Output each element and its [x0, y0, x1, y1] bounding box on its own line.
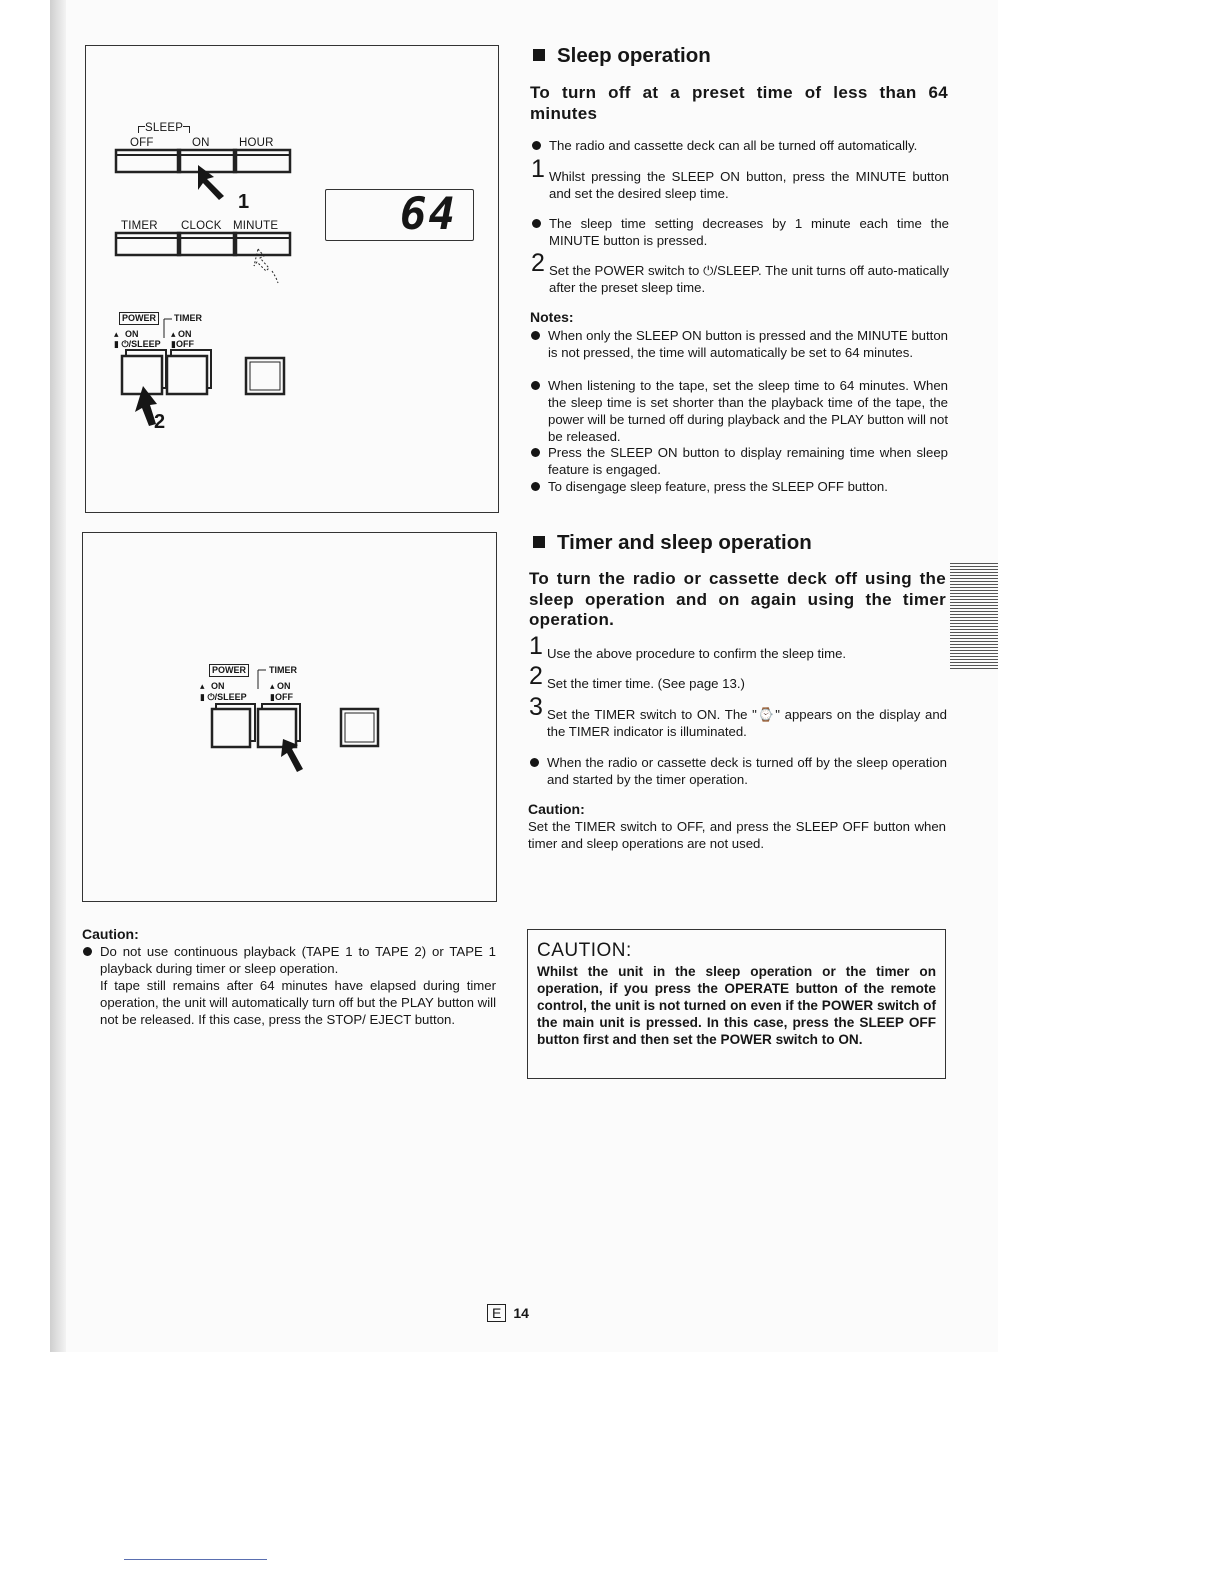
power-label: POWER — [119, 312, 159, 325]
step-number: 1 — [529, 632, 543, 660]
switch-drawing-2 — [83, 533, 496, 901]
left-caution-label: Caution: — [82, 926, 139, 942]
timer-on-label-2: ▴ ON — [270, 681, 291, 691]
power-label-2: POWER — [209, 664, 249, 677]
timer-on-label: ▴ ON — [171, 329, 192, 339]
note-item: Press the SLEEP ON button to display remaining time when sleep feature is engaged. — [530, 444, 948, 478]
step1-marker: 1 — [238, 191, 250, 213]
left-caution-continuation: If tape still remains after 64 minutes have elapsed during timer operation, the unit will automatically turn off but the PLAY button will not be released. If this case, press the STOP/ EJECT button. — [100, 978, 496, 1027]
bullet-icon — [530, 758, 539, 767]
note-item: When only the SLEEP ON button is pressed and the MINUTE button is not pressed, the time will automatically be set to 64 minutes. — [530, 327, 948, 361]
hour-label: HOUR — [239, 137, 274, 149]
timer-sleep-illustration — [82, 532, 497, 902]
bullet-icon — [531, 331, 540, 340]
power-sleep-label: ▮ ⏻/SLEEP — [114, 339, 161, 349]
timer-step-3: 3 Set the TIMER switch to ON. The "⌚" appears on the display and the TIMER indicator is illuminated. — [529, 693, 947, 739]
sleep-step-2: 2 Set the POWER switch to ⏻/SLEEP. The unit turns off auto-matically after the preset sleep time. — [531, 249, 949, 295]
language-marker: E — [487, 1304, 506, 1322]
sleep-step-1-bullet: The sleep time setting decreases by 1 minute each time the MINUTE button is pressed. — [531, 215, 949, 249]
timer-switch-label: TIMER — [174, 313, 202, 323]
page-number-value: 14 — [513, 1305, 529, 1321]
minute-label: MINUTE — [233, 220, 279, 232]
bullet-icon — [83, 947, 92, 956]
step-number: 2 — [531, 249, 545, 277]
sleep-operation-heading: Sleep operation — [533, 44, 711, 68]
button-row-drawing — [86, 46, 498, 512]
heading-square-icon — [533, 49, 545, 61]
sleep-intro-bullet: The radio and cassette deck can all be turned off automatically. — [531, 137, 949, 154]
sleep-time-display — [325, 189, 474, 241]
page-number — [487, 1305, 529, 1321]
timer-switch-label-2: TIMER — [269, 665, 297, 675]
power-on-label-2: ▴ ON — [200, 681, 225, 691]
step2-marker: 2 — [154, 411, 166, 433]
bullet-icon — [531, 381, 540, 390]
step-number: 3 — [529, 693, 543, 721]
step-number: 2 — [529, 662, 543, 690]
sleep-step-1: 1 Whilst pressing the SLEEP ON button, press the MINUTE button and set the desired sleep time. — [531, 155, 949, 201]
clock-button-row — [116, 233, 290, 255]
timer-bracket-2 — [258, 670, 266, 689]
display-digits: 64 — [400, 189, 457, 240]
timer-sleep-subheading: To turn the radio or cassette deck off using the sleep operation and on again using the timer operation. — [529, 569, 946, 629]
timer-switch-arrow-icon — [281, 739, 303, 772]
power-timer-switches — [122, 350, 284, 394]
power-on-label: ▴ ON — [114, 329, 139, 339]
note-item: To disengage sleep feature, press the SLEEP OFF button. — [530, 478, 948, 495]
step-number: 1 — [531, 155, 545, 183]
note-item: When listening to the tape, set the sleep time to 64 minutes. When the sleep time is set shorter than the playback time of the tape, the power will be turned off during playback and the PLAY button will not be released. — [530, 377, 948, 445]
timer-label: TIMER — [121, 220, 158, 232]
sleep-operation-subheading: To turn off at a preset time of less than 64 minutes — [530, 83, 948, 123]
bullet-icon — [532, 219, 541, 228]
step1-arrow-icon — [198, 165, 224, 200]
power-timer-switches-2 — [212, 704, 378, 747]
bullet-icon — [531, 482, 540, 491]
timer-bullet: When the radio or cassette deck is turned off by the sleep operation and started by the timer operation. — [529, 754, 947, 788]
sleep-button-row — [116, 150, 290, 172]
timer-sleep-heading: Timer and sleep operation — [533, 531, 812, 555]
power-sleep-label-2: ▮ ⏻/SLEEP — [200, 692, 247, 702]
clock-label: CLOCK — [181, 220, 222, 232]
timer-off-label: ▮OFF — [171, 339, 194, 349]
timer-step-2: 2 Set the timer time. (See page 13.) — [529, 662, 745, 691]
bullet-icon — [531, 448, 540, 457]
footer-rule — [124, 1559, 267, 1560]
sleep-on-label: ON — [192, 137, 210, 149]
remote-caution-box — [527, 929, 946, 1079]
caution-box-text: Whilst the unit in the sleep operation or the timer on operation, if you press the OPERATE button of the remote control, the unit is not turned on even if the POWER switch of the main unit is pressed. In this case, press the SLEEP OFF button first and then set the POWER switch to ON. — [537, 964, 936, 1047]
section-tab-marker — [950, 563, 998, 669]
heading-square-icon — [533, 536, 545, 548]
timer-off-label-2: ▮OFF — [270, 692, 293, 702]
notes-label: Notes: — [530, 309, 574, 325]
page-binding-edge — [50, 0, 66, 1352]
bullet-icon — [532, 141, 541, 150]
timer-caution-label: Caution: — [528, 801, 585, 817]
sleep-bracket-label: SLEEP — [138, 122, 190, 134]
left-caution-bullet: Do not use continuous playback (TAPE 1 to TAPE 2) or TAPE 1 playback during timer or sleep operation. — [82, 943, 496, 977]
timer-caution-text: Set the TIMER switch to OFF, and press the SLEEP OFF button when timer and sleep operations are not used. — [528, 819, 946, 851]
sleep-setting-illustration — [85, 45, 499, 513]
sleep-off-label: OFF — [130, 137, 154, 149]
caution-box-title: CAUTION: — [537, 940, 632, 961]
timer-step-1: 1 Use the above procedure to confirm the sleep time. — [529, 632, 847, 661]
